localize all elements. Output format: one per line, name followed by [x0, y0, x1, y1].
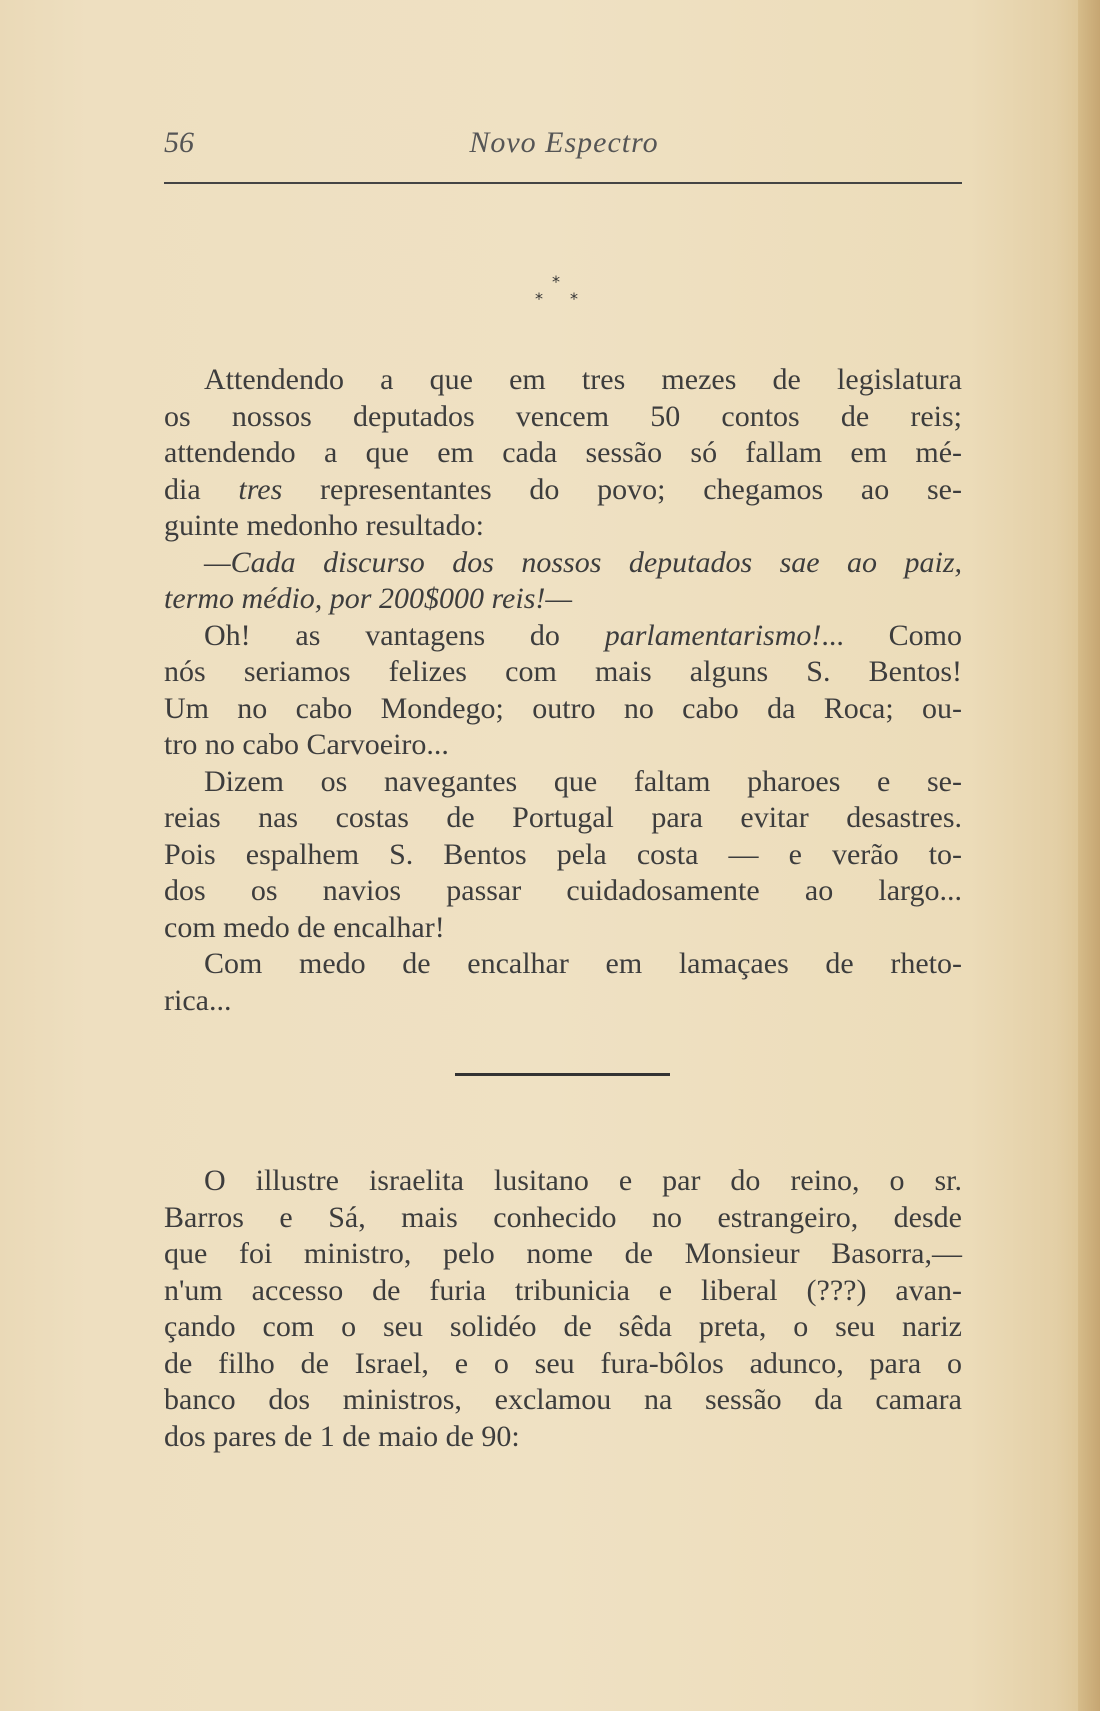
text-line: Dizem os navegantes que faltam pharoes e se-	[204, 764, 962, 798]
text-line: dos os navios passar cuidadosamente ao largo...	[164, 874, 962, 907]
text-line: —Cada discurso dos nossos deputados sae ao paiz,	[204, 545, 962, 579]
text-line: nós seriamos felizes com mais alguns S. Bentos!	[164, 655, 962, 688]
asterism-star-right: *	[570, 289, 578, 308]
text-section-2	[164, 1163, 962, 1455]
text-segment: ... Como	[821, 618, 962, 652]
text-segment: representantes do povo; chegamos ao se-	[282, 472, 962, 506]
text-segment: parlamentarismo!	[604, 618, 822, 652]
asterism	[530, 272, 590, 312]
text-section-1	[164, 362, 962, 1019]
text-segment: Oh! as vantagens do	[204, 618, 605, 652]
section-divider	[455, 1073, 670, 1076]
text-line: reias nas costas de Portugal para evitar desastres.	[164, 801, 962, 834]
asterism-star-top: *	[552, 272, 560, 291]
text-line: dos pares de 1 de maio de 90:	[164, 1419, 520, 1453]
text-line: rica...	[164, 983, 232, 1017]
text-line: termo médio, por 200$000 reis!—	[164, 582, 573, 615]
text-line: com medo de encalhar!	[164, 910, 445, 944]
text-line	[164, 472, 962, 509]
text-line: banco dos ministros, exclamou na sessão da camara	[164, 1383, 962, 1416]
running-title: Novo Espectro	[469, 126, 659, 159]
text-line	[164, 618, 962, 655]
text-line: tro no cabo Carvoeiro...	[164, 728, 449, 761]
text-line: çando com o seu solidéo de sêda preta, o seu nariz	[164, 1310, 962, 1343]
page-header	[164, 126, 964, 166]
text-line: O illustre israelita lusitano e par do reino, o sr.	[204, 1164, 962, 1197]
text-line: attendendo a que em cada sessão só fallam em mé-	[164, 436, 962, 469]
asterism-star-left: *	[535, 289, 543, 308]
text-line: os nossos deputados vencem 50 contos de reis;	[164, 399, 962, 433]
page-number: 56	[164, 126, 194, 159]
text-line: de filho de Israel, e o seu fura-bôlos adunco, para o	[164, 1346, 962, 1380]
page-edge	[1078, 0, 1100, 1711]
text-line: Barros e Sá, mais conhecido no estrangeiro, desde	[164, 1200, 962, 1234]
text-line: Um no cabo Mondego; outro no cabo da Roca; ou-	[164, 691, 962, 725]
text-line: guinte medonho resultado:	[164, 509, 484, 542]
text-segment: dia	[164, 472, 239, 506]
text-segment: tres	[238, 472, 283, 506]
text-line: Attendendo a que em tres mezes de legislatura	[204, 363, 962, 396]
text-line: n'um accesso de furia tribunicia e liberal (???) avan-	[164, 1273, 962, 1307]
text-line: que foi ministro, pelo nome de Monsieur Basorra,—	[164, 1237, 962, 1270]
text-line: Pois espalhem S. Bentos pela costa — e verão to-	[164, 837, 962, 871]
header-rule	[164, 182, 962, 184]
text-line: Com medo de encalhar em lamaçaes de rheto-	[204, 947, 962, 980]
